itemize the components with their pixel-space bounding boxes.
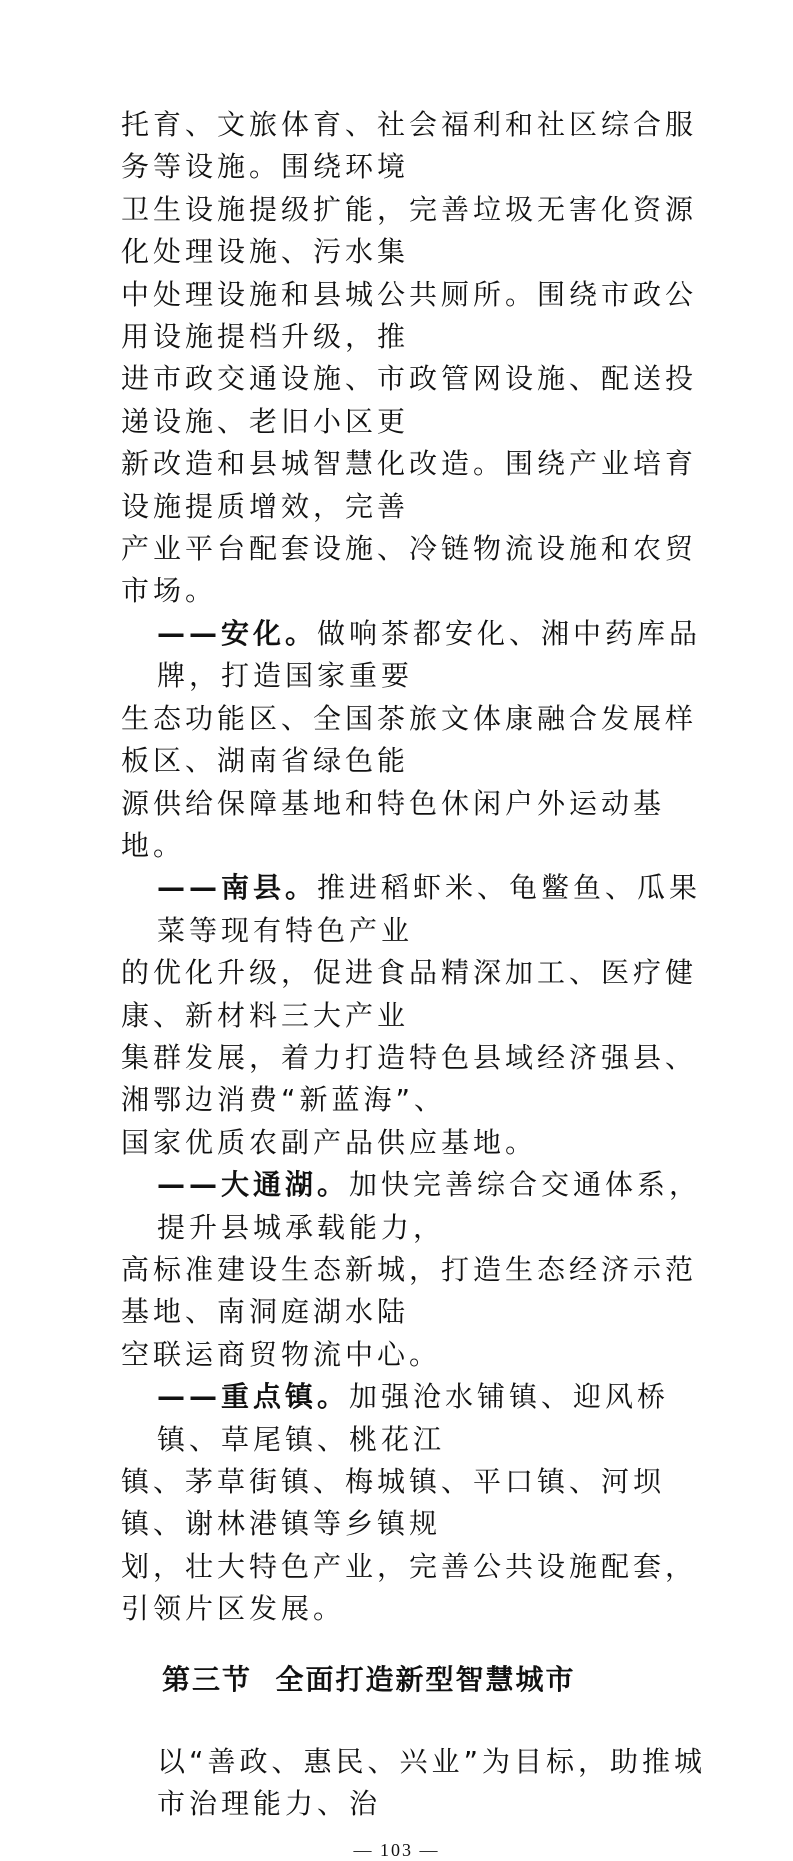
page-number: — 103 — bbox=[353, 1839, 440, 1860]
text-line: 产业平台配套设施、冷链物流设施和农贸市场。 bbox=[121, 532, 698, 608]
item-lead-nanxian: ——南县。 bbox=[157, 871, 318, 905]
text-span: 加强沧水铺镇、迎风桥镇、草尾镇、桃花江 bbox=[157, 1380, 670, 1456]
item-lead-towns: ——重点镇。 bbox=[157, 1380, 350, 1414]
item-lead-datonghu: ——大通湖。 bbox=[157, 1168, 350, 1202]
text-line: 划，壮大特色产业，完善公共设施配套，引领片区发展。 bbox=[121, 1549, 698, 1626]
text-line: 镇、茅草街镇、梅城镇、平口镇、河坝镇、谢林港镇等乡镇规 bbox=[121, 1465, 666, 1541]
text-line: 的优化升级，促进食品精深加工、医疗健康、新材料三大产业 bbox=[121, 956, 698, 1032]
text-line: 生态功能区、全国茶旅文体康融合发展样板区、湖南省绿色能 bbox=[121, 701, 698, 778]
text-line bbox=[121, 1164, 711, 1249]
text-line bbox=[121, 613, 711, 698]
section-heading: 第三节 全面打造新型智慧城市 bbox=[162, 1662, 576, 1696]
text-line bbox=[121, 867, 711, 952]
text-line: 托育、文旅体育、社会福利和社区综合服务等设施。围绕环境 bbox=[121, 108, 698, 184]
text-span: 做响茶都安化、湘中药库品牌，打造国家重要 bbox=[157, 616, 702, 693]
text-line: 卫生设施提级扩能，完善垃圾无害化资源化处理设施、污水集 bbox=[121, 192, 698, 269]
text-line: 集群发展，着力打造特色县域经济强县、湘鄂边消费“新蓝海”、 bbox=[121, 1040, 698, 1117]
text-line: 高标准建设生态新城，打造生态经济示范基地、南洞庭湖水陆 bbox=[121, 1252, 698, 1329]
text-line: 空联运商贸物流中心。 bbox=[121, 1337, 442, 1371]
text-line: 进市政交通设施、市政管网设施、配送投递设施、老旧小区更 bbox=[121, 362, 698, 438]
text-line: 中处理设施和县城公共厕所。围绕市政公用设施提档升级，推 bbox=[121, 277, 698, 354]
text-span: 推进稻虾米、龟鳖鱼、瓜果菜等现有特色产业 bbox=[157, 871, 702, 947]
item-lead-anhua: ——安化。 bbox=[157, 616, 318, 650]
text-line: 以“善政、惠民、兴业”为目标，助推城市治理能力、治 bbox=[157, 1745, 707, 1821]
text-line: 国家优质农副产品供应基地。 bbox=[121, 1125, 538, 1159]
text-line: 新改造和县城智慧化改造。围绕产业培育设施提质增效，完善 bbox=[121, 447, 698, 523]
text-line bbox=[121, 1376, 711, 1461]
text-span: 加快完善综合交通体系，提升县城承载能力， bbox=[157, 1168, 702, 1244]
text-line: 源供给保障基地和特色休闲户外运动基地。 bbox=[121, 786, 666, 862]
